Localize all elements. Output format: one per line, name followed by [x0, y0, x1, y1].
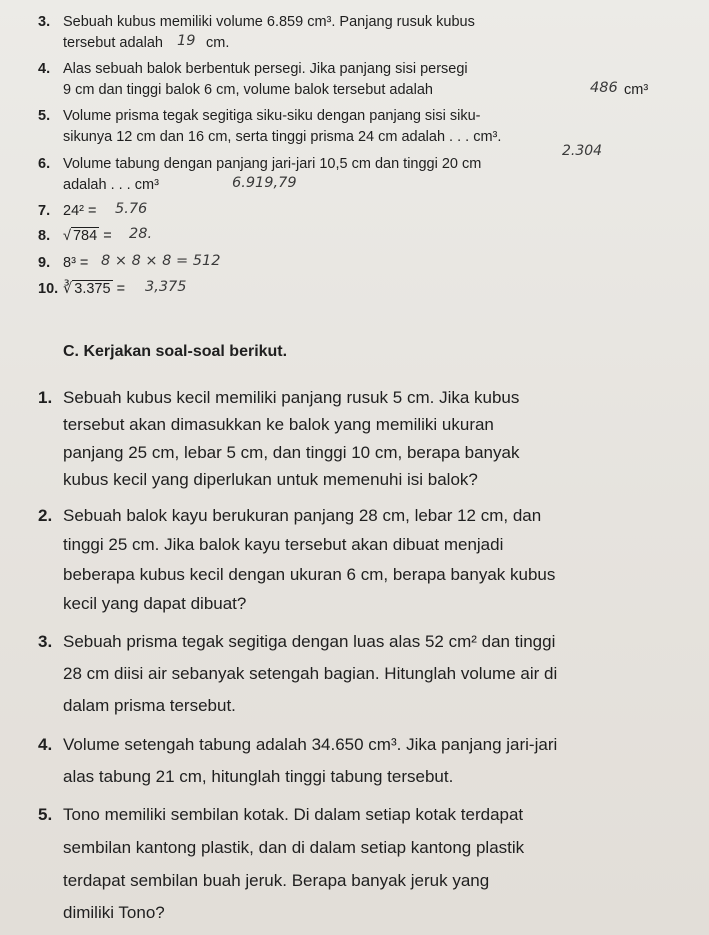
item-text-line: 9 cm dan tinggi balok 6 cm, volume balok tersebut adalah — [63, 82, 433, 98]
exercise-text-line: Sebuah balok kayu berukuran panjang 28 cm, lebar 12 cm, dan — [63, 506, 542, 525]
exercise-text-line: dalam prisma tersebut. — [63, 696, 236, 715]
exercise-number: 3. — [38, 632, 53, 651]
item-text-line: Alas sebuah balok berbentuk persegi. Jika panjang sisi persegi — [63, 61, 468, 77]
handwritten-answer: 8 × 8 × 8 = 512 — [101, 253, 221, 269]
exercise-number: 5. — [38, 805, 53, 824]
exercise-text-line: panjang 25 cm, lebar 5 cm, dan tinggi 10 cm, berapa banyak — [63, 443, 520, 462]
exercise-text-line: beberapa kubus kecil dengan ukuran 6 cm, berapa banyak kubus — [63, 565, 556, 584]
handwritten-answer: 28. — [129, 226, 153, 242]
item-number: 7. — [38, 203, 51, 219]
handwritten-answer: 2.304 — [562, 143, 603, 159]
item-expression: ∛ 3.375 = — [63, 281, 126, 297]
exercise-text-line: Sebuah prisma tegak segitiga dengan luas alas 52 cm² dan tinggi — [63, 632, 556, 651]
item-expression: 24² = — [63, 203, 97, 219]
item-number: 6. — [38, 156, 51, 172]
item-unit: cm. — [206, 35, 230, 51]
exercise-text-line: dimiliki Tono? — [63, 903, 165, 922]
item-text-line: sikunya 12 cm dan 16 cm, serta tinggi prisma 24 cm adalah . . . cm³. — [63, 129, 502, 145]
exercise-text-line: tinggi 25 cm. Jika balok kayu tersebut akan dibuat menjadi — [63, 535, 504, 554]
item-number: 8. — [38, 228, 51, 244]
section-title: C. Kerjakan soal-soal berikut. — [63, 343, 288, 360]
exercise-number: 1. — [38, 388, 53, 407]
exercise-text-line: alas tabung 21 cm, hitunglah tinggi tabung tersebut. — [63, 767, 454, 786]
exercise-number: 2. — [38, 506, 53, 525]
item-unit: cm³ — [624, 82, 649, 98]
item-text-line: Volume tabung dengan panjang jari-jari 10,5 cm dan tinggi 20 cm — [63, 156, 482, 172]
item-text-line: tersebut adalah — [63, 35, 163, 51]
item-expression: √ 784 = — [63, 228, 112, 244]
handwritten-answer: 3,375 — [145, 279, 187, 295]
exercise-text-line: terdapat sembilan buah jeruk. Berapa banyak jeruk yang — [63, 871, 490, 890]
item-number: 3. — [38, 14, 51, 30]
item-number: 9. — [38, 255, 51, 271]
exercise-text-line: Sebuah kubus kecil memiliki panjang rusuk 5 cm. Jika kubus — [63, 388, 520, 407]
handwritten-answer: 19 — [177, 33, 196, 49]
exercise-text-line: Tono memiliki sembilan kotak. Di dalam setiap kotak terdapat — [63, 805, 524, 824]
handwritten-answer: 6.919,79 — [232, 175, 297, 191]
item-text-line: Sebuah kubus memiliki volume 6.859 cm³. Panjang rusuk kubus — [63, 14, 475, 30]
item-expression: 8³ = — [63, 255, 89, 271]
handwritten-answer: 486 — [590, 80, 618, 96]
item-number: 10. — [38, 281, 59, 297]
handwritten-answer: 5.76 — [115, 201, 148, 217]
item-text-line: Volume prisma tegak segitiga siku-siku dengan panjang sisi siku- — [63, 108, 481, 124]
exercise-text-line: kubus kecil yang diperlukan untuk memenuhi isi balok? — [63, 470, 478, 489]
exercise-text-line: 28 cm diisi air sebanyak setengah bagian. Hitunglah volume air di — [63, 664, 558, 683]
exercise-text-line: Volume setengah tabung adalah 34.650 cm³. Jika panjang jari-jari — [63, 735, 558, 754]
item-number: 4. — [38, 61, 51, 77]
item-number: 5. — [38, 108, 51, 124]
exercise-text-line: kecil yang dapat dibuat? — [63, 594, 247, 613]
exercise-text-line: sembilan kantong plastik, dan di dalam setiap kantong plastik — [63, 838, 525, 857]
exercise-text-line: tersebut akan dimasukkan ke balok yang memiliki ukuran — [63, 415, 494, 434]
item-text-line: adalah . . . cm³ — [63, 177, 159, 193]
exercise-number: 4. — [38, 735, 53, 754]
